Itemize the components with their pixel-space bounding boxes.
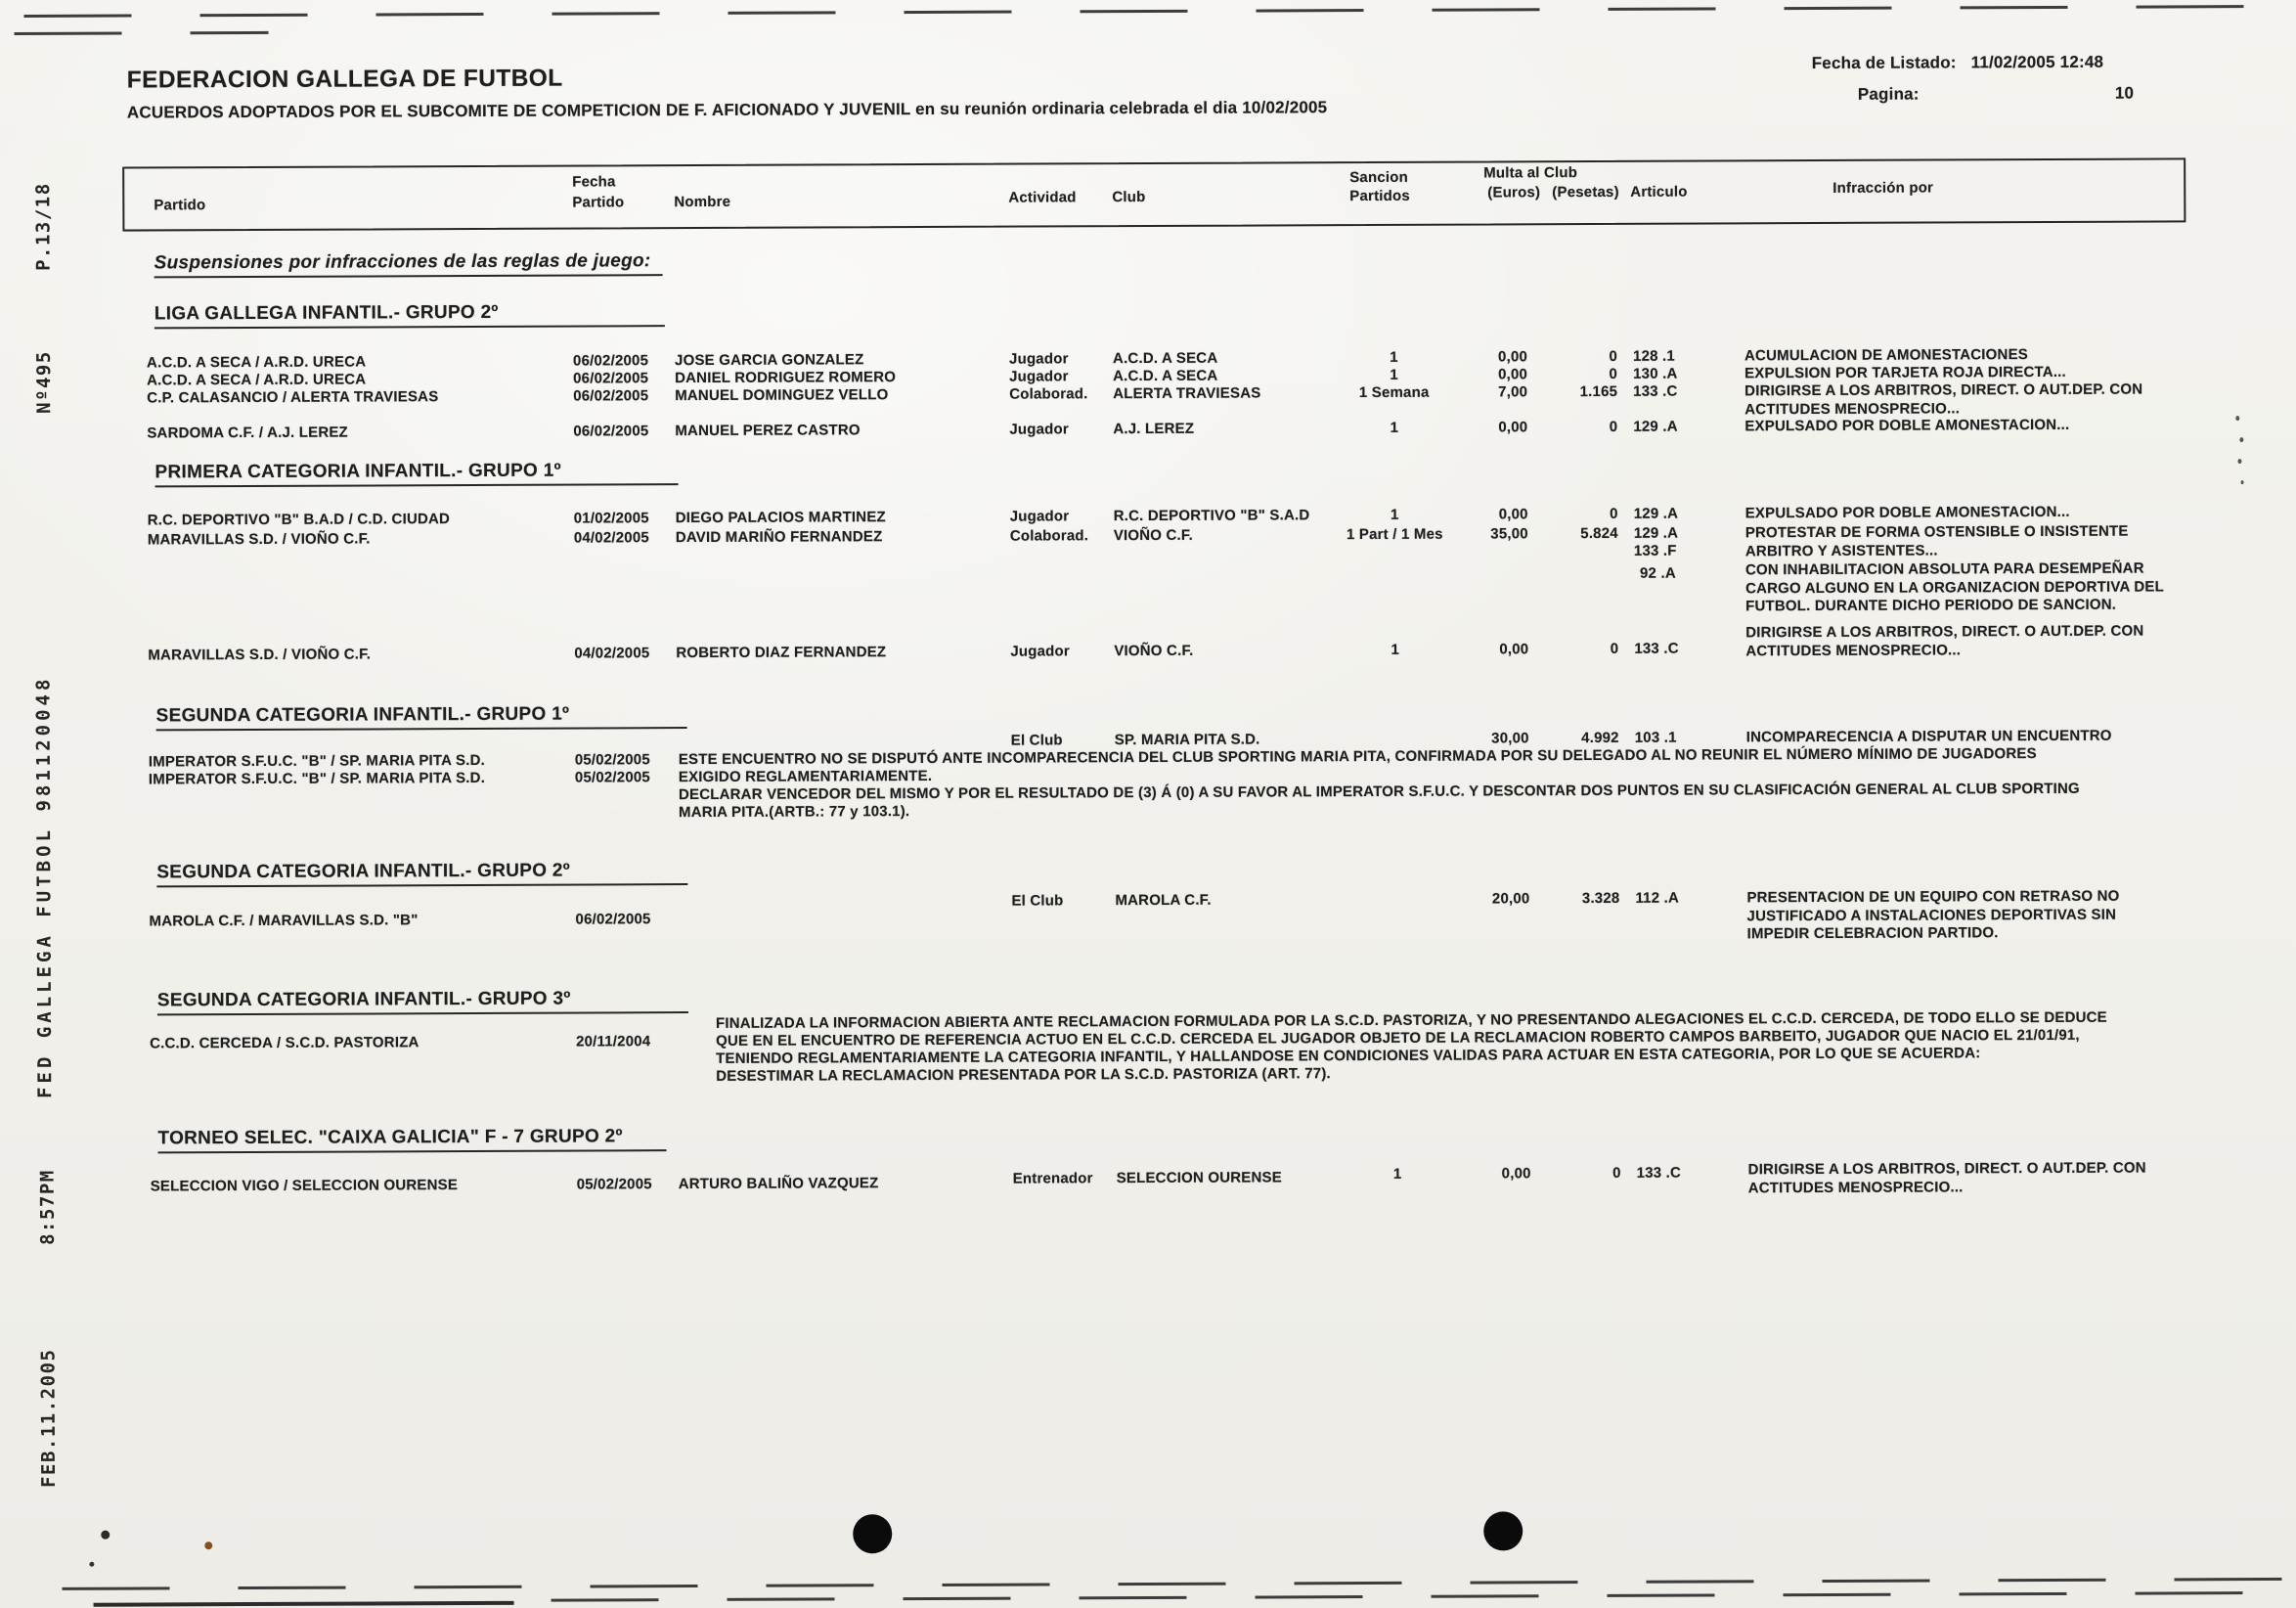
cell-club: MAROLA C.F. <box>1115 891 1212 910</box>
fecha-listado-value: 11/02/2005 12:48 <box>1970 52 2104 72</box>
cell-fecha: 06/02/2005 <box>572 352 649 370</box>
cell-articulo-2: 133 .F <box>1633 542 1677 559</box>
cell-pesetas: 0 <box>1610 640 1619 657</box>
cell-partido: IMPERATOR S.F.U.C. "B" / SP. MARIA PITA S.D. <box>148 769 486 788</box>
cell-partido: R.C. DEPORTIVO "B" B.A.D / C.D. CIUDAD <box>147 511 451 529</box>
cell-euros: 7,00 <box>1498 383 1528 401</box>
cell-partido: C.C.D. CERCEDA / S.C.D. PASTORIZA <box>150 1034 419 1052</box>
cell-fecha: 04/02/2005 <box>573 529 649 547</box>
resolution-note-line: TENIENDO REGLAMENTARIAMENTE LA CATEGORIA INFANTIL, Y HALLANDOSE EN CONDICIONES VALIDAS PARA ACTUAR EN ESTA CATEGORIA, POR LO QUE SE ACUERDA: <box>716 1045 1981 1067</box>
section-heading: LIGA GALLEGA INFANTIL.- GRUPO 2º <box>155 301 665 329</box>
cell-partido: SARDOMA C.F. / A.J. LEREZ <box>147 424 348 442</box>
cell-actividad: El Club <box>1011 892 1064 910</box>
cell-articulo: 103 .1 <box>1634 729 1677 746</box>
cell-nombre: ROBERTO DIAZ FERNANDEZ <box>676 644 887 662</box>
cell-nombre: JOSE GARCIA GONZALEZ <box>674 351 864 370</box>
cell-articulo: 133 .C <box>1634 640 1679 657</box>
scan-speck <box>2237 459 2241 464</box>
resolution-note-line: QUE EN EL ENCUENTRO DE REFERENCIA ACTUO EN EL C.C.D. CERCEDA EL JUGADOR OBJETO DE LA RECLAMACION ROBERTO CAMPOS BARBEITO, JUGADOR QUE NACIO EL 21/01/91, <box>716 1026 2080 1050</box>
pagina-label: Pagina: <box>1857 84 1920 104</box>
fecha-listado-label: Fecha de Listado: <box>1811 53 1957 73</box>
cell-actividad: Jugador <box>1010 643 1070 660</box>
cell-fecha: 05/02/2005 <box>574 751 650 769</box>
cell-pesetas: 5.824 <box>1580 524 1618 543</box>
cell-articulo: 128 .1 <box>1632 347 1675 365</box>
cell-nombre: DANIEL RODRIGUEZ ROMERO <box>675 369 897 387</box>
cell-euros: 20,00 <box>1491 890 1530 908</box>
cell-partido: MARAVILLAS S.D. / VIOÑO C.F. <box>147 530 371 549</box>
cell-fecha: 04/02/2005 <box>574 645 650 662</box>
section-heading: TORNEO SELEC. "CAIXA GALICIA" F - 7 GRUPO 2º <box>157 1126 666 1153</box>
cell-actividad: Jugador <box>1008 350 1069 368</box>
cell-sancion: 1 <box>1390 366 1398 383</box>
cell-nombre: DIEGO PALACIOS MARTINEZ <box>675 509 886 527</box>
cell-actividad: Jugador <box>1009 368 1069 385</box>
fax-date: FEB.11.2005 <box>37 1348 61 1488</box>
cell-infraccion: EXPULSION POR TARJETA ROJA DIRECTA... <box>1744 363 2066 382</box>
hole-punch-right <box>1483 1511 1523 1550</box>
intro-heading: Suspensiones por infracciones de las reglas de juego: <box>155 250 663 278</box>
cell-pesetas: 3.328 <box>1581 889 1620 908</box>
col-header-fecha-line1: Fecha <box>572 173 616 191</box>
cell-euros: 0,00 <box>1497 348 1528 366</box>
cell-sancion: 1 <box>1390 506 1399 523</box>
cell-pesetas: 4.992 <box>1581 729 1619 747</box>
cell-articulo: 133 .C <box>1636 1164 1682 1182</box>
cell-articulo: 133 .C <box>1633 382 1678 400</box>
cell-partido: C.P. CALASANCIO / ALERTA TRAVIESAS <box>147 388 439 407</box>
cell-articulo-3: 92 .A <box>1639 564 1676 582</box>
cell-infraccion: PRESENTACION DE UN EQUIPO CON RETRASO NO JUSTIFICADO A INSTALACIONES DEPORTIVAS SIN IMPEDIR CELEBRACION PARTIDO. <box>1746 887 2120 943</box>
col-header-sancion-line1: Sancion <box>1349 168 1408 187</box>
cell-fecha: 06/02/2005 <box>573 370 649 387</box>
cell-partido: A.C.D. A SECA / A.R.D. URECA <box>146 353 367 372</box>
cell-fecha: 01/02/2005 <box>573 510 649 527</box>
cell-nombre: DAVID MARIÑO FERNANDEZ <box>675 528 883 547</box>
resolution-note-line: DESESTIMAR LA RECLAMACION PRESENTADA POR LA S.C.D. PASTORIZA (ART. 77). <box>716 1065 1331 1085</box>
cell-euros: 0,00 <box>1498 366 1528 383</box>
cell-pesetas: 0 <box>1609 347 1618 365</box>
cell-euros: 0,00 <box>1499 641 1529 658</box>
cell-infraccion: DIRIGIRSE A LOS ARBITROS, DIRECT. O AUT.DEP. CON ACTITUDES MENOSPRECIO... <box>1745 622 2144 659</box>
cell-fecha: 05/02/2005 <box>576 1176 652 1193</box>
scan-speck <box>101 1531 110 1540</box>
cell-euros: 0,00 <box>1501 1165 1531 1183</box>
cell-euros: 0,00 <box>1498 506 1528 523</box>
cell-actividad: Jugador <box>1009 508 1070 525</box>
cell-sancion: 1 Part / 1 Mes <box>1346 525 1443 544</box>
cell-sancion: 1 <box>1391 641 1400 658</box>
fax-station-id: FED GALLEGA FUTBOL 981120048 <box>32 675 57 1098</box>
cell-fecha: 06/02/2005 <box>573 423 649 440</box>
resolution-note-line: EXIGIDO REGLAMENTARIAMENTE. <box>678 767 933 786</box>
pagina-value: 10 <box>2114 83 2135 103</box>
cell-sancion: 1 <box>1390 419 1399 436</box>
cell-club: A.C.D. A SECA <box>1113 367 1218 385</box>
cell-nombre: MANUEL DOMINGUEZ VELLO <box>675 386 889 405</box>
cell-infraccion: DIRIGIRSE A LOS ARBITROS, DIRECT. O AUT.DEP. CON ACTITUDES MENOSPRECIO... <box>1744 380 2143 418</box>
scan-artifact-bottom-dash <box>62 1578 2291 1590</box>
col-header-euros: (Euros) <box>1487 184 1541 201</box>
cell-sancion: 1 <box>1390 348 1398 366</box>
section-heading: PRIMERA CATEGORIA INFANTIL.- GRUPO 1º <box>155 460 678 487</box>
cell-actividad: Colaborad. <box>1009 527 1089 545</box>
cell-partido: MARAVILLAS S.D. / VIOÑO C.F. <box>148 646 372 664</box>
cell-partido: MAROLA C.F. / MARAVILLAS S.D. "B" <box>149 912 419 930</box>
cell-club: VIOÑO C.F. <box>1114 642 1194 660</box>
cell-articulo: 129 .A <box>1633 524 1679 542</box>
scan-artifact-bottom-edge <box>94 1601 514 1607</box>
fax-page-marker: P.13/18 <box>32 182 55 271</box>
cell-partido: A.C.D. A SECA / A.R.D. URECA <box>147 371 367 389</box>
scan-artifact-bottom-dash-2 <box>552 1591 2292 1602</box>
scan-speck <box>89 1562 94 1567</box>
scan-speck <box>2239 437 2243 442</box>
cell-articulo: 112 .A <box>1635 889 1680 907</box>
cell-nombre: MANUEL PEREZ CASTRO <box>675 422 861 440</box>
section-heading: SEGUNDA CATEGORIA INFANTIL.- GRUPO 3º <box>157 988 688 1015</box>
cell-pesetas: 1.165 <box>1579 382 1618 401</box>
col-header-multa: Multa al Club <box>1483 164 1578 182</box>
cell-sancion: 1 <box>1392 1165 1402 1183</box>
cell-club: SP. MARIA PITA S.D. <box>1114 731 1260 749</box>
resolution-note-line: ESTE ENCUENTRO NO SE DISPUTÓ ANTE INCOMPARECENCIA DEL CLUB SPORTING MARIA PITA, CONFIRMADA POR SU DELEGADO AL NO REUNIR EL NÚMERO MÍNIMO DE JUGADORES <box>678 745 2037 769</box>
document-subtitle: ACUERDOS ADOPTADOS POR EL SUBCOMITE DE COMPETICION DE F. AFICIONADO Y JUVENIL en su reunión ordinaria celebrada el dia 10/02/2005 <box>126 98 1328 122</box>
cell-euros: 0,00 <box>1498 419 1528 436</box>
cell-actividad: Colaborad. <box>1009 385 1088 403</box>
fecha-listado <box>1812 53 2104 73</box>
hole-punch-left <box>853 1514 892 1553</box>
col-header-club: Club <box>1112 189 1146 206</box>
col-header-sancion-line2: Partidos <box>1349 187 1410 205</box>
scan-speck <box>2235 416 2239 421</box>
cell-pesetas: 0 <box>1612 1164 1621 1182</box>
scan-artifact-top-dash <box>23 5 2284 18</box>
cell-infraccion: ACUMULACION DE AMONESTACIONES <box>1744 346 2029 365</box>
cell-infraccion-2: CON INHABILITACION ABSOLUTA PARA DESEMPEÑAR CARGO ALGUNO EN LA ORGANIZACION DEPORTIVA DEL FUTBOL. DURANTE DICHO PERIODO DE SANCION. <box>1744 559 2164 615</box>
resolution-note-line: MARIA PITA.(ARTB.: 77 y 103.1). <box>678 803 910 822</box>
scan-speck <box>2241 480 2244 484</box>
resolution-note-line: FINALIZADA LA INFORMACION ABIERTA ANTE RECLAMACION FORMULADA POR LA S.C.D. PASTORIZA, Y NO PRESENTANDO ALEGACIONES EL C.C.D. CERCEDA, DE TODO ELLO SE DEDUCE <box>715 1008 2107 1032</box>
cell-infraccion: DIRIGIRSE A LOS ARBITROS, DIRECT. O AUT.DEP. CON ACTITUDES MENOSPRECIO... <box>1747 1159 2146 1196</box>
cell-fecha: 06/02/2005 <box>573 387 649 405</box>
cell-actividad: El Club <box>1010 732 1063 749</box>
cell-infraccion: EXPULSADO POR DOBLE AMONESTACION... <box>1744 503 2070 522</box>
fax-time: 8:57PM <box>36 1169 59 1245</box>
col-header-pesetas: (Pesetas) <box>1552 183 1619 201</box>
cell-fecha: 20/11/2004 <box>576 1033 651 1050</box>
cell-club: VIOÑO C.F. <box>1113 526 1194 545</box>
cell-club: A.J. LEREZ <box>1113 420 1195 438</box>
cell-nombre: ARTURO BALIÑO VAZQUEZ <box>678 1175 879 1193</box>
cell-fecha: 05/02/2005 <box>574 769 650 786</box>
cell-articulo: 129 .A <box>1633 505 1679 522</box>
col-header-fecha-line2: Partido <box>572 194 625 211</box>
section-heading: SEGUNDA CATEGORIA INFANTIL.- GRUPO 1º <box>156 703 687 731</box>
cell-actividad: Entrenador <box>1012 1170 1093 1187</box>
cell-articulo: 129 .A <box>1633 418 1678 435</box>
section-heading: SEGUNDA CATEGORIA INFANTIL.- GRUPO 2º <box>156 860 687 887</box>
col-header-partido: Partido <box>154 197 206 214</box>
col-header-articulo: Articulo <box>1630 183 1688 201</box>
cell-pesetas: 0 <box>1610 505 1618 522</box>
col-header-infraccion: Infracción por <box>1832 179 1934 197</box>
col-header-nombre: Nombre <box>674 193 731 211</box>
cell-infraccion: INCOMPARECENCIA A DISPUTAR UN ENCUENTRO <box>1745 727 2112 746</box>
cell-infraccion: PROTESTAR DE FORMA OSTENSIBLE O INSISTENTE ARBITRO Y ASISTENTES... <box>1744 522 2129 559</box>
cell-partido: SELECCION VIGO / SELECCION OURENSE <box>150 1177 459 1195</box>
fax-doc-number: Nº495 <box>32 350 56 414</box>
cell-fecha: 06/02/2005 <box>575 911 651 928</box>
resolution-note-line: DECLARAR VENCEDOR DEL MISMO Y POR EL RESULTADO DE (3) Á (0) A SU FAVOR AL IMPERATOR S.F.U.C. Y DESCONTAR DOS PUNTOS EN SU CLASIFICACIÓN GENERAL AL CLUB SPORTING <box>678 780 2080 804</box>
col-header-actividad: Actividad <box>1008 189 1077 206</box>
cell-euros: 30,00 <box>1491 730 1529 747</box>
cell-pesetas: 0 <box>1609 418 1618 435</box>
cell-club: R.C. DEPORTIVO "B" S.A.D <box>1113 507 1310 525</box>
cell-actividad: Jugador <box>1009 421 1069 438</box>
scan-speck <box>204 1541 212 1549</box>
cell-infraccion: EXPULSADO POR DOBLE AMONESTACION... <box>1744 416 2070 435</box>
cell-club: SELECCION OURENSE <box>1116 1169 1282 1187</box>
cell-sancion: 1 Semana <box>1358 383 1430 402</box>
document-title: FEDERACION GALLEGA DE FUTBOL <box>126 65 563 94</box>
cell-club: ALERTA TRAVIESAS <box>1113 384 1261 403</box>
cell-club: A.C.D. A SECA <box>1112 349 1218 368</box>
scan-artifact-top-dash-left <box>15 31 269 35</box>
cell-pesetas: 0 <box>1609 365 1618 382</box>
cell-euros: 35,00 <box>1490 525 1528 543</box>
cell-partido: IMPERATOR S.F.U.C. "B" / SP. MARIA PITA S.D. <box>148 751 486 771</box>
cell-articulo: 130 .A <box>1633 365 1678 382</box>
